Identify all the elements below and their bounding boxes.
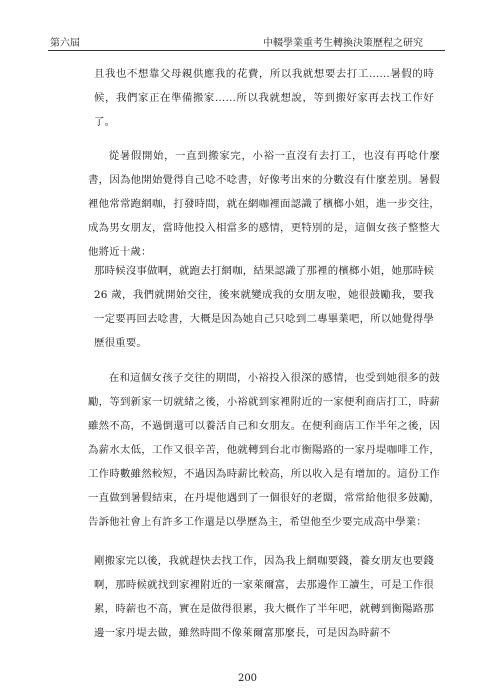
interview-quote-1: 且我也不想靠父母親供應我的花費，所以我就想要去打工……暑假的時候，我們家正在準備搬家……所以我就想說，等到搬好家再去找工作好了。: [94, 68, 434, 128]
running-header-edition: 第六屆: [50, 38, 80, 49]
page-number: 200: [237, 673, 258, 684]
interview-quote-3: 剛搬家完以後，我就趕快去找工作，因為我上網咖要錢，養女朋友也要錢啊，那時候就找到家裡附近的一家萊爾富，去那邊作工讀生，可是工作很累，時薪也不高，實在是做得很累，我大概作了半年吧，就轉到衡陽路那邊一家丹堤去做，雖然時間不像萊爾富那麼長，可是因為時薪不: [94, 555, 434, 639]
interview-quote-2: 那時候沒事做啊，就跑去打網咖，結果認識了那裡的檳榔小姐，她那時候 26 歲，我們就開始交往，後來就變成我的女朋友啦，她很鼓勵我，要我一定要再回去唸書，大概是因為她自己只唸到二專畢業吧，所以她覺得學歷很重要。: [94, 265, 434, 349]
body-paragraph-2: 在和這個女孩子交往的期間，小裕投入很深的感情，也受到她很多的鼓勵，等到新家一切就緒之後，小裕就到家裡附近的一家便利商店打工，時薪雖然不高，不過倒還可以養活自己和女朋友。在便利商店工作半年之後，因為薪水太低，工作又很辛苦，他就轉到台北市衡陽路的一家丹堤咖啡工作，工作時數雖然較短，不過因為時薪比較高，所以收入是有增加的。這份工作一直做到暑假結束，在丹堤他遇到了一個很好的老闆，常常給他很多鼓勵，告訴他社會上有許多工作還是以學歷為主，希望他至少要完成高中學業：: [88, 372, 440, 528]
running-header-title: 中輟學業重考生轉換決策歷程之研究: [263, 38, 423, 49]
header-divider: [48, 50, 445, 51]
body-paragraph-1: 從暑假開始，一直到搬家完，小裕一直沒有去打工，也沒有再唸什麼書，因為他開始覺得自己唸不唸書，好像考出來的分數沒有什麼差別。暑假裡他常常跑網咖，打發時間，就在網咖裡面認識了檳榔小姐，進一步交往，成為男女朋友，當時他投入相當多的感情，更特別的是，這個女孩子整整大他將近十歲：: [88, 150, 440, 258]
